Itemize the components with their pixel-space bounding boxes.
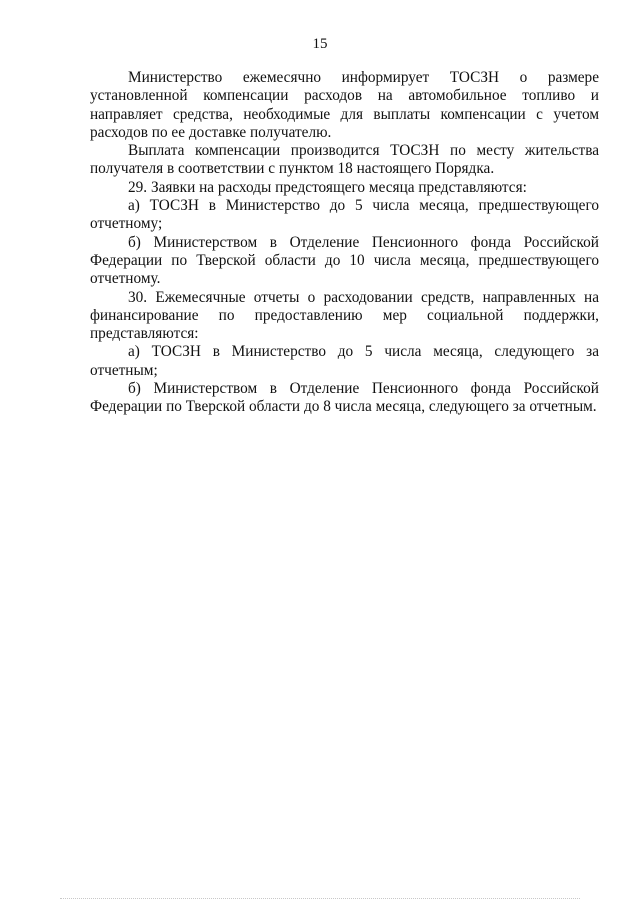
paragraph-29-b: б) Министерством в Отделение Пенсионного фонда Российской Федерации по Тверской области до 10 числа месяца, предшествующего отчетному. [90,233,599,288]
paragraph-fuel-compensation-info: Министерство ежемесячно информирует ТОСЗН о размере установленной компенсации расходов на автомобильное топливо и направляет средства, необходимые для выплаты компенсации с учетом расходов по ее доставке получателю. [90,69,599,141]
paragraph-30-reports: 30. Ежемесячные отчеты о расходовании средств, направленных на финансирование по предоставлению мер социальной поддержки, представляются: [90,288,599,343]
scan-edge-line [60,898,580,899]
page-number: 15 [312,36,328,52]
document-body [90,69,599,417]
paragraph-29-requests: 29. Заявки на расходы предстоящего месяца представляются: [128,178,527,196]
paragraph-29-a: а) ТОСЗН в Министерство до 5 числа месяца, предшествующего отчетному; [90,197,599,233]
paragraph-30-a: а) ТОСЗН в Министерство до 5 числа месяца, следующего за отчетным; [90,343,599,379]
paragraph-payment-place: Выплата компенсации производится ТОСЗН по месту жительства получателя в соответствии с пунктом 18 настоящего Порядка. [90,142,599,178]
paragraph-30-b: б) Министерством в Отделение Пенсионного фонда Российской Федерации по Тверской области до 8 числа месяца, следующего за отчетным. [90,380,599,416]
